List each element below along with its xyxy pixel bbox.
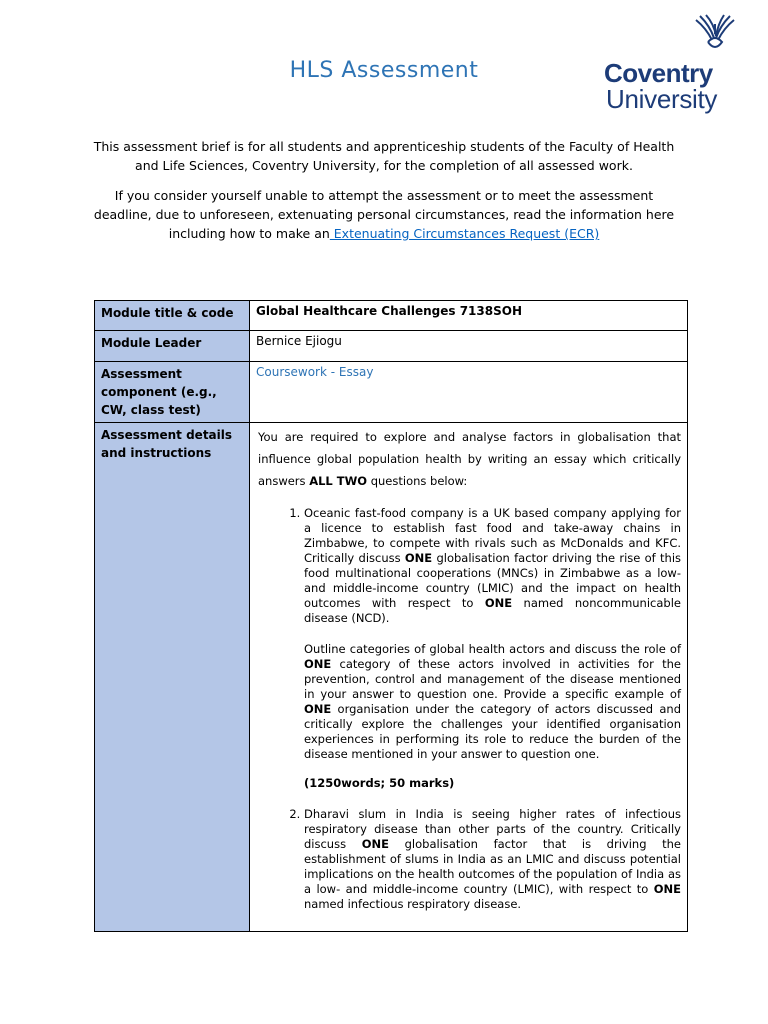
q1-p2-text: Outline categories of global health actors and discuss the role of bbox=[304, 642, 681, 656]
assessment-details-cell bbox=[250, 423, 688, 932]
phoenix-logo-icon bbox=[692, 14, 738, 54]
module-title-value: Global Healthcare Challenges 7138SOH bbox=[250, 301, 688, 331]
intro-paragraph-1: This assessment brief is for all students and apprenticeship students of the Faculty of Health and Life Sciences, Coventry University, for the completion of all assessed work. bbox=[93, 139, 675, 173]
question-2 bbox=[304, 807, 681, 912]
q2-bold: ONE bbox=[361, 837, 389, 851]
assessment-table bbox=[94, 300, 688, 932]
assessment-component-value: Coursework - Essay bbox=[250, 362, 688, 423]
intro-paragraph-2-text: If you consider yourself unable to attempt the assessment or to meet the assessment deadline, due to unforeseen, extenuating personal circumstances, read the information here including how to make an bbox=[93, 188, 675, 241]
details-intro-bold: ALL TWO bbox=[309, 474, 368, 488]
row-label: Assessment details and instructions bbox=[95, 423, 250, 932]
module-leader-value: Bernice Ejiogu bbox=[250, 331, 688, 362]
q2-text: named infectious respiratory disease. bbox=[304, 897, 522, 911]
row-label: Assessment component (e.g., CW, class test) bbox=[95, 362, 250, 423]
row-label: Module Leader bbox=[95, 331, 250, 362]
q1-text: named noncommunicable disease (NCD). bbox=[304, 596, 681, 625]
q2-text: globalisation factor that is driving the establishment of slums in India as an LMIC and discuss potential implications on the health outcomes of the population of India as a low- and middle-income country (LMIC), with respect to bbox=[304, 837, 681, 896]
q1-p2-bold: ONE bbox=[304, 657, 332, 671]
details-intro-text: You are required to explore and analyse factors in globalisation that influence global population health by writing an essay which critically answers bbox=[258, 430, 681, 488]
logo-word-university: University bbox=[606, 84, 718, 114]
table-row bbox=[95, 301, 688, 331]
ecr-link[interactable]: Extenuating Circumstances Request (ECR) bbox=[329, 226, 600, 241]
coventry-university-logo bbox=[600, 14, 740, 114]
questions-list bbox=[256, 506, 681, 912]
question-1 bbox=[304, 506, 681, 791]
q2-bold: ONE bbox=[653, 882, 681, 896]
page-title: HLS Assessment bbox=[289, 58, 479, 83]
table-row bbox=[95, 331, 688, 362]
q1-p2-bold: ONE bbox=[304, 702, 332, 716]
row-label: Module title & code bbox=[95, 301, 250, 331]
intro-paragraph-2 bbox=[90, 186, 678, 243]
details-intro bbox=[256, 426, 681, 492]
q1-text: Oceanic fast-food company is a UK based company applying for a licence to establish fast food and take-away chains in Zimbabwe, to compete with rivals such as McDonalds and KFC. Critically discuss bbox=[304, 506, 681, 565]
q1-bold: ONE bbox=[404, 551, 433, 565]
table-row bbox=[95, 423, 688, 932]
q2-text: Dharavi slum in India is seeing higher rates of infectious respiratory disease than other parts of the country. Critically discuss bbox=[304, 807, 681, 851]
q1-bold: ONE bbox=[484, 596, 513, 610]
q1-p2-text: organisation under the category of actors discussed and critically explore the challenges your identified organisation experiences in performing its role to reduce the burden of the disease mentioned in your answer to question one. bbox=[304, 702, 681, 761]
q1-marks: (1250words; 50 marks) bbox=[304, 776, 455, 790]
logo-word-coventry: Coventry bbox=[604, 58, 713, 88]
details-intro-end: questions below: bbox=[367, 474, 468, 488]
table-row bbox=[95, 362, 688, 423]
q1-paragraph-2 bbox=[304, 642, 681, 762]
q1-text: globalisation factor driving the rise of this food multinational cooperations (MNCs) in Zimbabwe as a low- and middle-income country (LMIC) and the impact on health outcomes with respect to bbox=[304, 551, 682, 610]
q1-p2-text: category of these actors involved in activities for the prevention, control and management of the disease mentioned in your answer to question one. Provide a specific example of bbox=[304, 657, 681, 701]
